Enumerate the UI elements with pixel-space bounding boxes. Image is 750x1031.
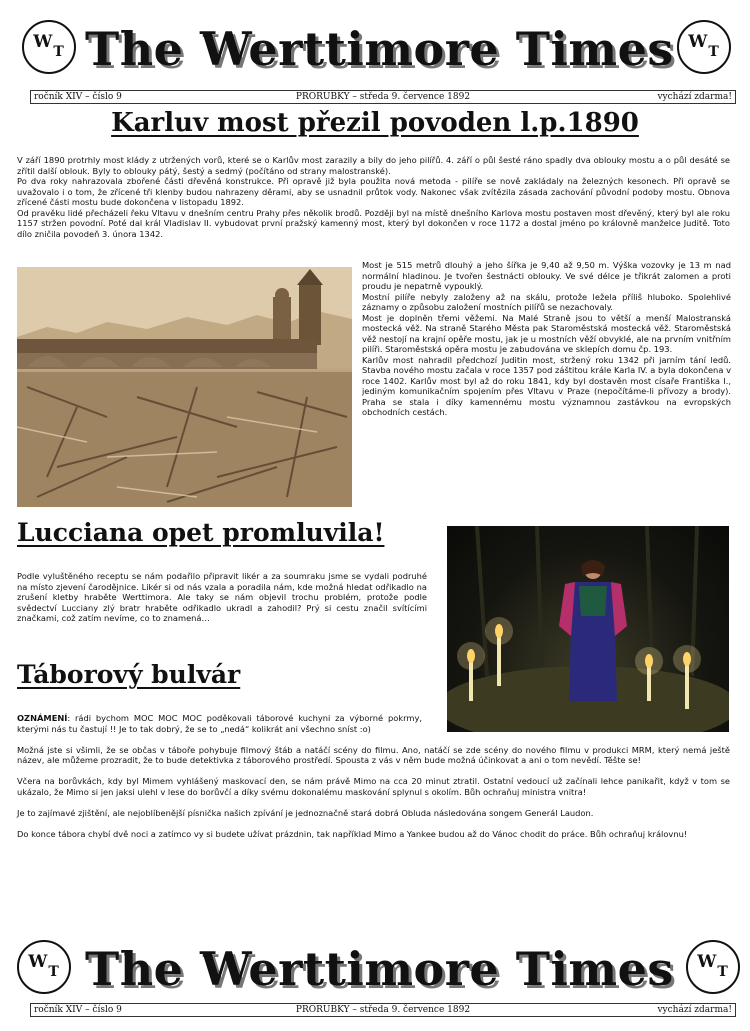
article1-paragraph: V září 1890 protrhly most klády z utržených vorů, které se o Karlův most zarazily a bily do jeho pilířů. 4. září o půl šesté ráno spadly dva oblouky mostu a o půl desáté se zřítil další oblouk. Byly to oblouky pátý, šestý a sedmý (počítáno od strany malostranské).: [17, 155, 730, 176]
article2-paragraph: Podle vyluštěného receptu se nám podařilo připravit likér a za soumraku jsme se vydali podruhé na místo zjevení čarodějnice. Likér si od nás vzala a poradila nám, kde možná hledat odřikadlo na zrušení kletby hraběte Werttimora. Ale taky se nám objevil trochu problém, protože podle svědectví Lucciany zlý bratr hraběte odřikadlo ukradl a zahodil? Prý si cestu značil svítícími značkami, což zatím nevíme, co to znamená…: [17, 571, 427, 623]
masthead-title: The Werttimore Times: [85, 942, 674, 996]
article1-side-text: [362, 260, 731, 418]
issue-number: ročník XIV – číslo 9: [34, 1005, 122, 1015]
article3-lead: [17, 713, 422, 734]
article3-headline: Táborový bulvár: [17, 660, 241, 689]
bottom-info-bar: [30, 1003, 736, 1017]
article1-paragraph: Po dva roky nahrazovala zbořené části dřevěná konstrukce. Při opravě již byla použita nová metoda - pilíře se nově zakládaly na železných kesonech. Při opravě se uvažovalo i o tom, že zřícené tři klenby budou nahrazeny děrami, aby se usnadnil průtok vody. Nakonec však zvítězila zásada zachování původní podoby mostu. Obnova zřícené části mostu bude dokončena v listopadu 1892.: [17, 176, 730, 207]
issue-price: vychází zdarma!: [657, 1005, 732, 1015]
masthead-title: The Werttimore Times: [85, 22, 674, 76]
article3-paragraph: Je to zajímavé zjištění, ale nejoblíbenější písnička našich zpívání je jednoznačně stará dobrá Obluda následována songem Generál Laudon.: [17, 807, 594, 818]
issue-price: vychází zdarma!: [657, 92, 732, 102]
article2-text: [17, 571, 427, 624]
article1-top-text: [17, 155, 730, 239]
article3-text: [17, 713, 730, 850]
charles-bridge-illustration: [17, 267, 352, 507]
masthead-logo-right: W T: [677, 20, 731, 74]
issue-date: PRORUBKY – středa 9. července 1892: [295, 92, 471, 102]
article1-side-paragraph: Most je 515 metrů dlouhý a jeho šířka je 9,40 až 9,50 m. Výška vozovky je 13 m nad normální hladinou. Je tvořen šestnácti oblouky. Ve své délce je třikrát zalomen a proti proudu je nepatrně vypouklý.: [362, 260, 731, 291]
masthead-logo-left: W T: [22, 20, 76, 74]
witch-night-photo: [447, 526, 729, 732]
top-masthead: [0, 14, 750, 94]
article1-side-paragraph: Mostní pilíře nebyly založeny až na skálu, protože ležela příliš hluboko. Spolehlivé záznamy o způsobu založení mostních pilířů se nezachovaly.: [362, 291, 731, 312]
masthead-logo-right: W T: [686, 940, 740, 994]
issue-date: PRORUBKY – středa 9. července 1892: [295, 1005, 471, 1015]
witch-illustration: [447, 526, 729, 732]
bottom-masthead: [0, 930, 750, 1010]
article3-paragraph: Možná jste si všimli, že se občas v táboře pohybuje filmový štáb a natáčí scény do filmu. Ano, natáčí se zde scény do nového filmu v produkci MRM, který nemá ještě název, ale můžeme prozradit, že to bude detektivka z táborového prostředí. Spousta z vás v něm bude možná účinkovat a ani o tom nevědí. Těšte se!: [17, 744, 730, 765]
article2-headline: Lucciana opet promluvila!: [17, 518, 385, 547]
article1-headline: Karluv most přezil povoden l.p.1890: [111, 108, 639, 138]
announcement-label: OZNÁMENÍ: [17, 713, 68, 723]
top-info-bar: [30, 90, 736, 104]
masthead-logo-left: W T: [17, 940, 71, 994]
article1-paragraph: Od pravěku lidé přecházeli řeku Vltavu v dnešním centru Prahy přes několik brodů. Později byl na místě dnešního Karlova mostu postaven most dřevěný, který byl ale roku 1157 stržen povodní. Poté dal král Vladislav II. vybudovat první pražský kamenný most, který byl dokončen v roce 1172 a dostal jméno po královně manželce Juditě. Toto dílo zničila povodeň 3. února 1342.: [17, 207, 730, 239]
article1-side-paragraph: Karlův most nahradil předchozí Juditin most, stržený roku 1342 při jarním tání ledů. Stavba nového mostu začala v roce 1357 pod záštitou krále Karla IV. a byla dokončena v roce 1402. Karlův most byl až do roku 1841, kdy byl dostavěn most císaře Františka I., jediným komunikačním spojením přes Vltavu v Praze (nepočítáme-li přívozy a brody). Praha se stala i díky kamennému mostu významnou zastávkou na evropských obchodních cestách.: [362, 354, 731, 417]
charles-bridge-flood-photo: [17, 267, 352, 507]
article3-paragraph: Včera na borůvkách, kdy byl Mimem vyhlášený maskovací den, se nám právě Mimo na cca 20 minut ztratil. Ostatní vedoucí už začínali lehce panikařit, když v tom se ukázalo, že Mimo si jen jaksi ulehl v lese do borůvčí a díky svému dokonalému maskování splynul s okolím. Bůh ochraňuj ministra vnitra!: [17, 776, 730, 797]
issue-number: ročník XIV – číslo 9: [34, 92, 122, 102]
article3-paragraph: Do konce tábora chybí dvě noci a zatímco vy si budete užívat prázdnin, tak například Mimo a Yankee budou až do Vánoc chodit do práce. Bůh ochraňuj královnu!: [17, 828, 688, 839]
announcement-text: : rádi bychom MOC MOC MOC poděkovali táborové kuchyni za výborné pokrmy, kterými nás tu častují !! Je to tak dobrý, že se to „nedá“ kolikrát ani všechno sníst :o): [17, 713, 422, 734]
article1-side-paragraph: Most je doplněn třemi věžemi. Na Malé Straně jsou to větší a menší Malostranská mostecká věž. Na straně Starého Města pak Staroměstská mostecká věž. Staroměstská věž nestojí na krajní opěře mostu, jak je u mostních věží obvyklé, ale na prvním vnitřním pilíři. Staroměstská opěra mostu je zabudována ve sklepích domu čp. 193.: [362, 312, 731, 354]
